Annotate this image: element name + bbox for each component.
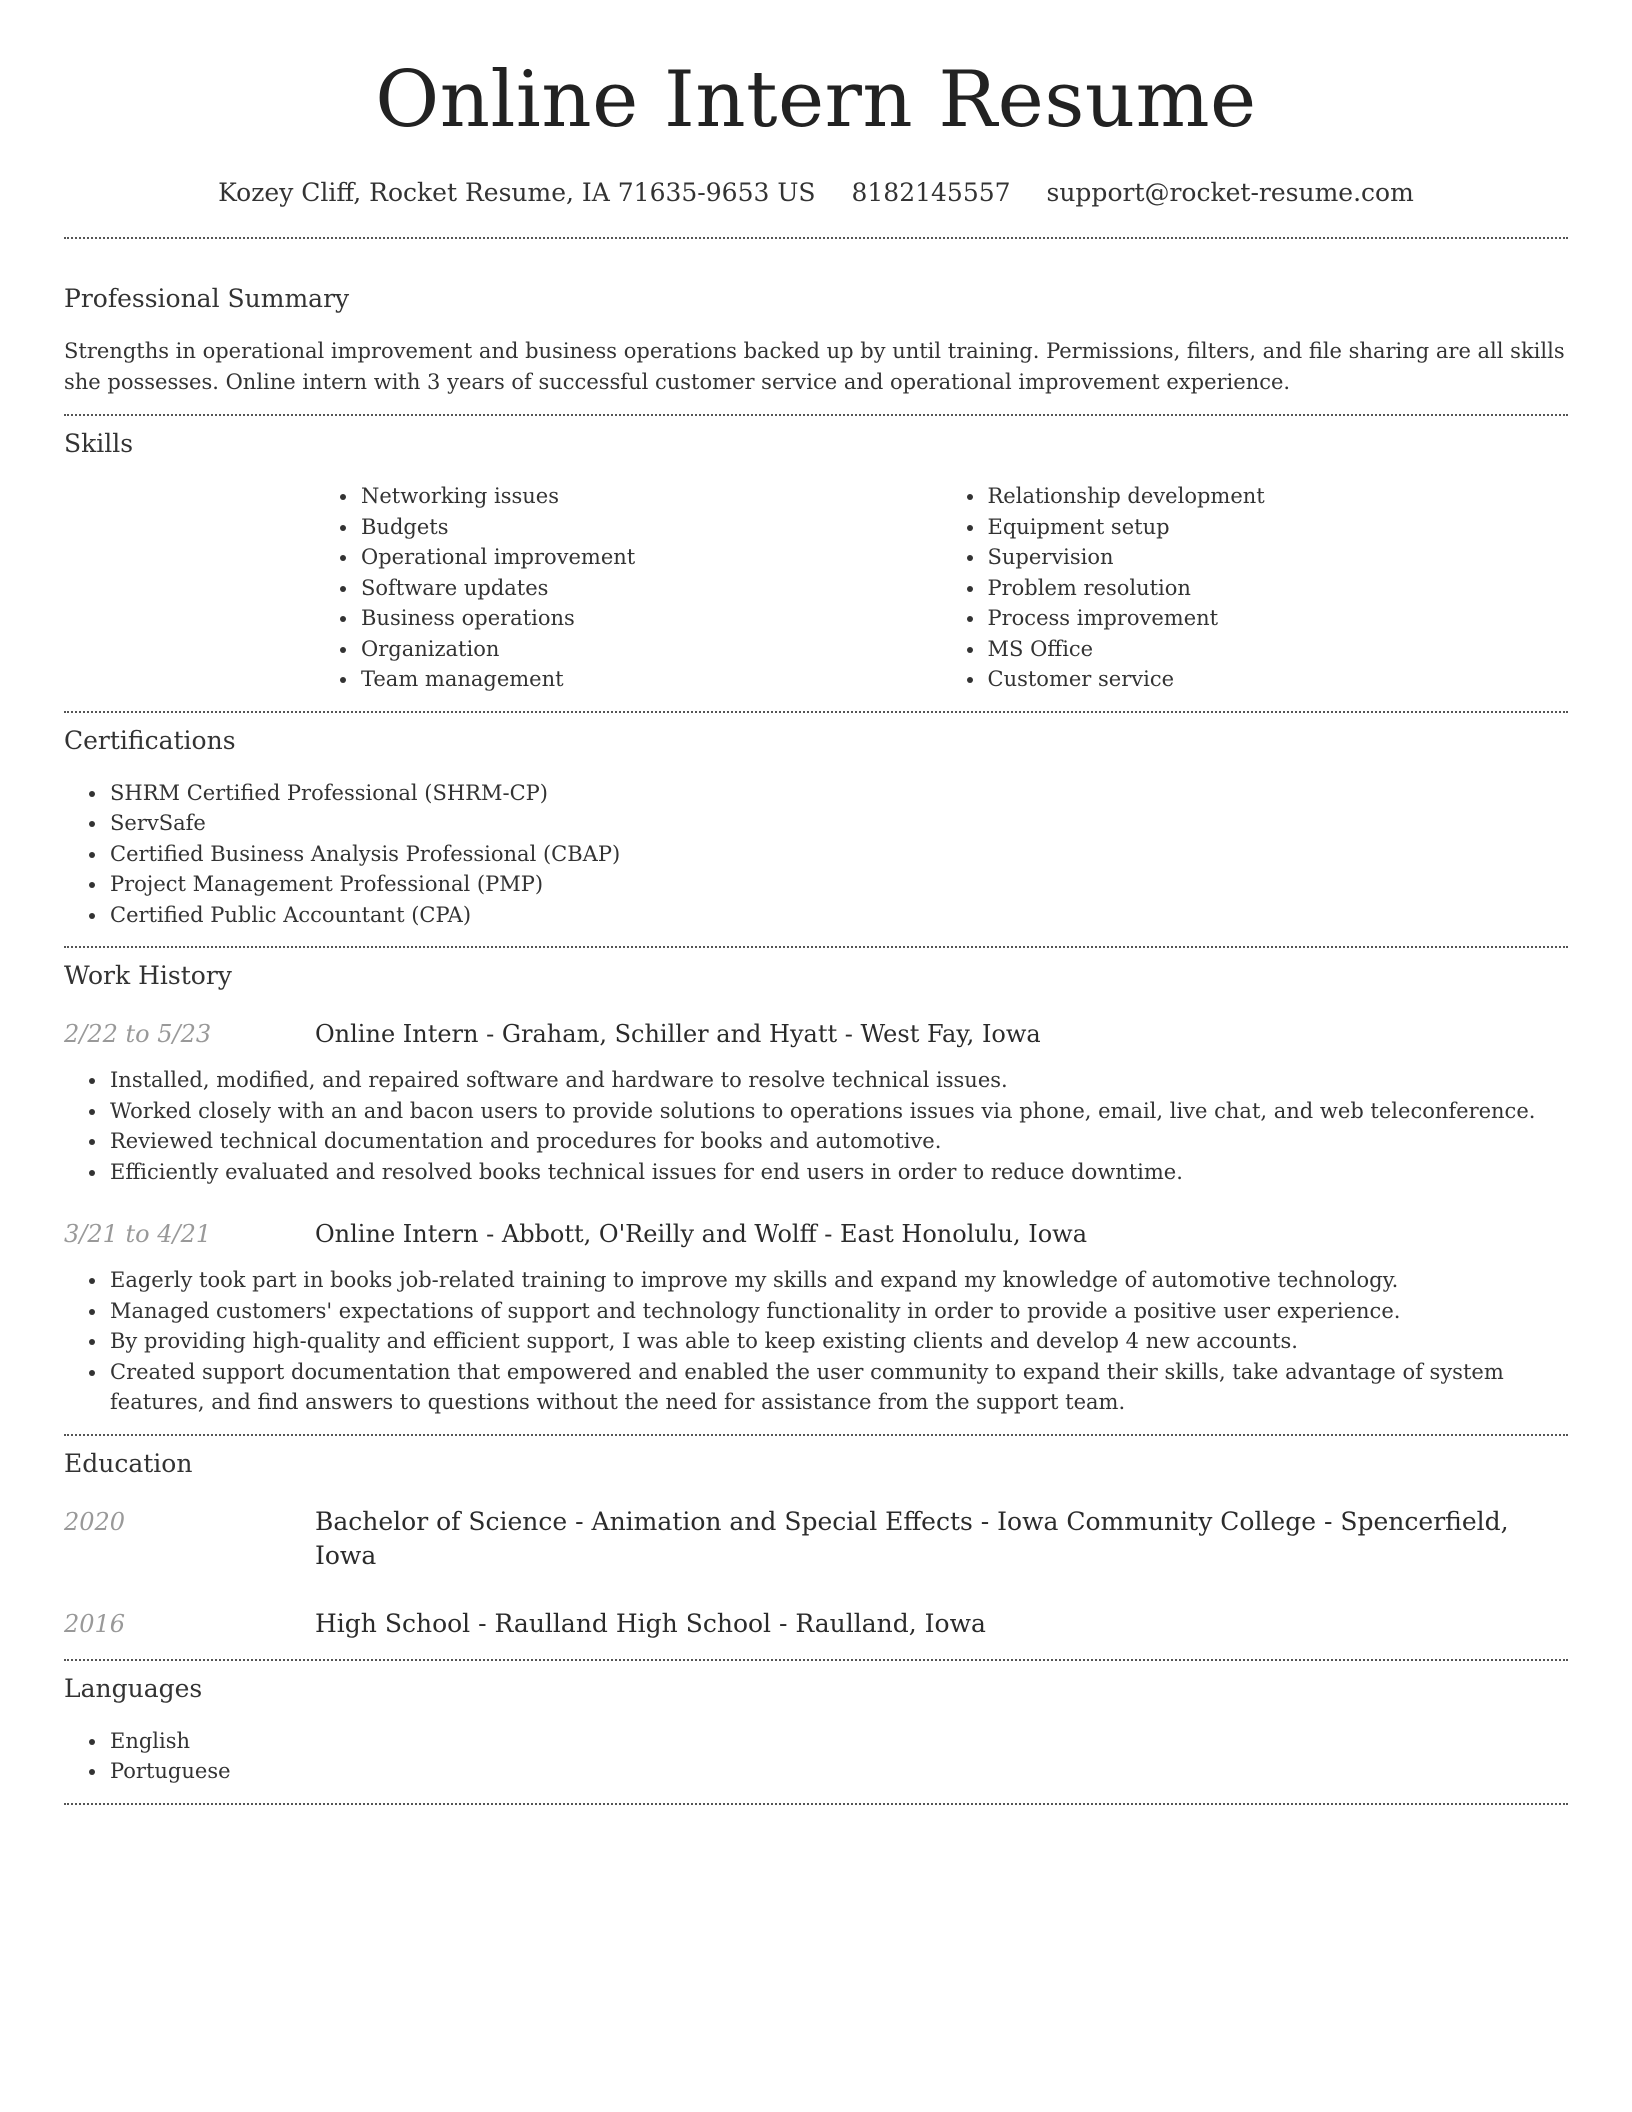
skill-item: • Budgets: [359, 512, 942, 543]
job-bullet: • Created support documentation that empowered and enabled the user community to expand their skills, take advantage of system features, and find answers to questions without the need for assistance from the support team.: [108, 1357, 1568, 1418]
skill-item: • Problem resolution: [986, 573, 1569, 604]
education-year: 2016: [64, 1609, 126, 1638]
job-bullet: • Worked closely with an and bacon users to provide solutions to operations issues via phone, email, live chat, and web teleconference.: [108, 1096, 1568, 1127]
skill-item: • Equipment setup: [986, 512, 1569, 543]
section-heading-skills: Skills: [64, 429, 134, 458]
job-bullet: • Managed customers' expectations of support and technology functionality in order to provide a positive user experience.: [108, 1296, 1568, 1327]
skill-item: • Customer service: [986, 664, 1569, 695]
job-bullet: • Eagerly took part in books job-related training to improve my skills and expand my knowledge of automotive technology.: [108, 1265, 1568, 1296]
job-bullets: [64, 1265, 1568, 1418]
skill-item: • Business operations: [359, 603, 942, 634]
skill-item: • Team management: [359, 664, 942, 695]
job-bullets: [64, 1065, 1568, 1187]
divider: [64, 1659, 1568, 1661]
job-title: Online Intern - Graham, Schiller and Hyatt - West Fay, Iowa: [315, 1020, 1041, 1048]
certifications-list: [64, 778, 1568, 931]
job-bullet: • Installed, modified, and repaired software and hardware to resolve technical issues.: [108, 1065, 1568, 1096]
contact-address: Kozey Cliff, Rocket Resume, IA 71635-9653 US: [218, 178, 816, 207]
skills-column-right: [942, 481, 1569, 695]
job-dates: 2/22 to 5/23: [64, 1020, 212, 1048]
divider: [64, 711, 1568, 713]
skill-item: • Process improvement: [986, 603, 1569, 634]
divider: [64, 237, 1568, 239]
certification-item: • ServSafe: [108, 808, 1568, 839]
education-title: Bachelor of Science - Animation and Special Effects - Iowa Community College - Spencerfield, Iowa: [315, 1506, 1509, 1570]
skill-item: • Operational improvement: [359, 542, 942, 573]
job-dates: 3/21 to 4/21: [64, 1220, 212, 1248]
skills-column-left: [315, 481, 942, 695]
divider: [64, 1803, 1568, 1805]
summary-text: Strengths in operational improvement and business operations backed up by until training. Permissions, filters, and file sharing are all skills she possesses. Online intern with 3 years of successful customer service and operational improvement experience.: [64, 339, 1565, 394]
job-entry: [64, 1217, 1568, 1251]
job-entry: [64, 1017, 1568, 1051]
job-title: Online Intern - Abbott, O'Reilly and Wolff - East Honolulu, Iowa: [315, 1220, 1088, 1248]
language-item: • English: [108, 1726, 1568, 1757]
certification-item: • Certified Public Accountant (CPA): [108, 900, 1568, 931]
divider: [64, 946, 1568, 948]
skill-item: • Relationship development: [986, 481, 1569, 512]
skill-item: • Networking issues: [359, 481, 942, 512]
skill-item: • MS Office: [986, 634, 1569, 665]
divider: [64, 414, 1568, 416]
certification-item: • Project Management Professional (PMP): [108, 869, 1568, 900]
skill-item: • Software updates: [359, 573, 942, 604]
job-bullet: • Reviewed technical documentation and procedures for books and automotive.: [108, 1126, 1568, 1157]
page-title: Online Intern Resume: [375, 55, 1257, 145]
certification-item: • Certified Business Analysis Professional (CBAP): [108, 839, 1568, 870]
contact-line: [64, 176, 1568, 210]
section-heading-education: Education: [64, 1448, 193, 1478]
languages-list: [64, 1726, 1568, 1787]
section-heading-languages: Languages: [64, 1673, 203, 1703]
education-title: High School - Raulland High School - Raulland, Iowa: [315, 1608, 986, 1638]
section-heading-certifications: Certifications: [64, 725, 236, 755]
language-item: • Portuguese: [108, 1756, 1568, 1787]
divider: [64, 1434, 1568, 1436]
contact-email: support@rocket-resume.com: [1046, 178, 1414, 207]
education-year: 2020: [64, 1507, 126, 1536]
section-heading-work-history: Work History: [64, 961, 232, 990]
section-heading-summary: Professional Summary: [64, 284, 350, 313]
job-bullet: • Efficiently evaluated and resolved books technical issues for end users in order to reduce downtime.: [108, 1157, 1568, 1188]
skill-item: • Supervision: [986, 542, 1569, 573]
job-bullet: • By providing high-quality and efficient support, I was able to keep existing clients and develop 4 new accounts.: [108, 1326, 1568, 1357]
skill-item: • Organization: [359, 634, 942, 665]
contact-phone: 8182145557: [851, 178, 1011, 207]
skills-list: [315, 481, 1568, 695]
education-entry: [64, 1607, 1568, 1641]
certification-item: • SHRM Certified Professional (SHRM-CP): [108, 778, 1568, 809]
education-entry: [64, 1505, 1568, 1573]
